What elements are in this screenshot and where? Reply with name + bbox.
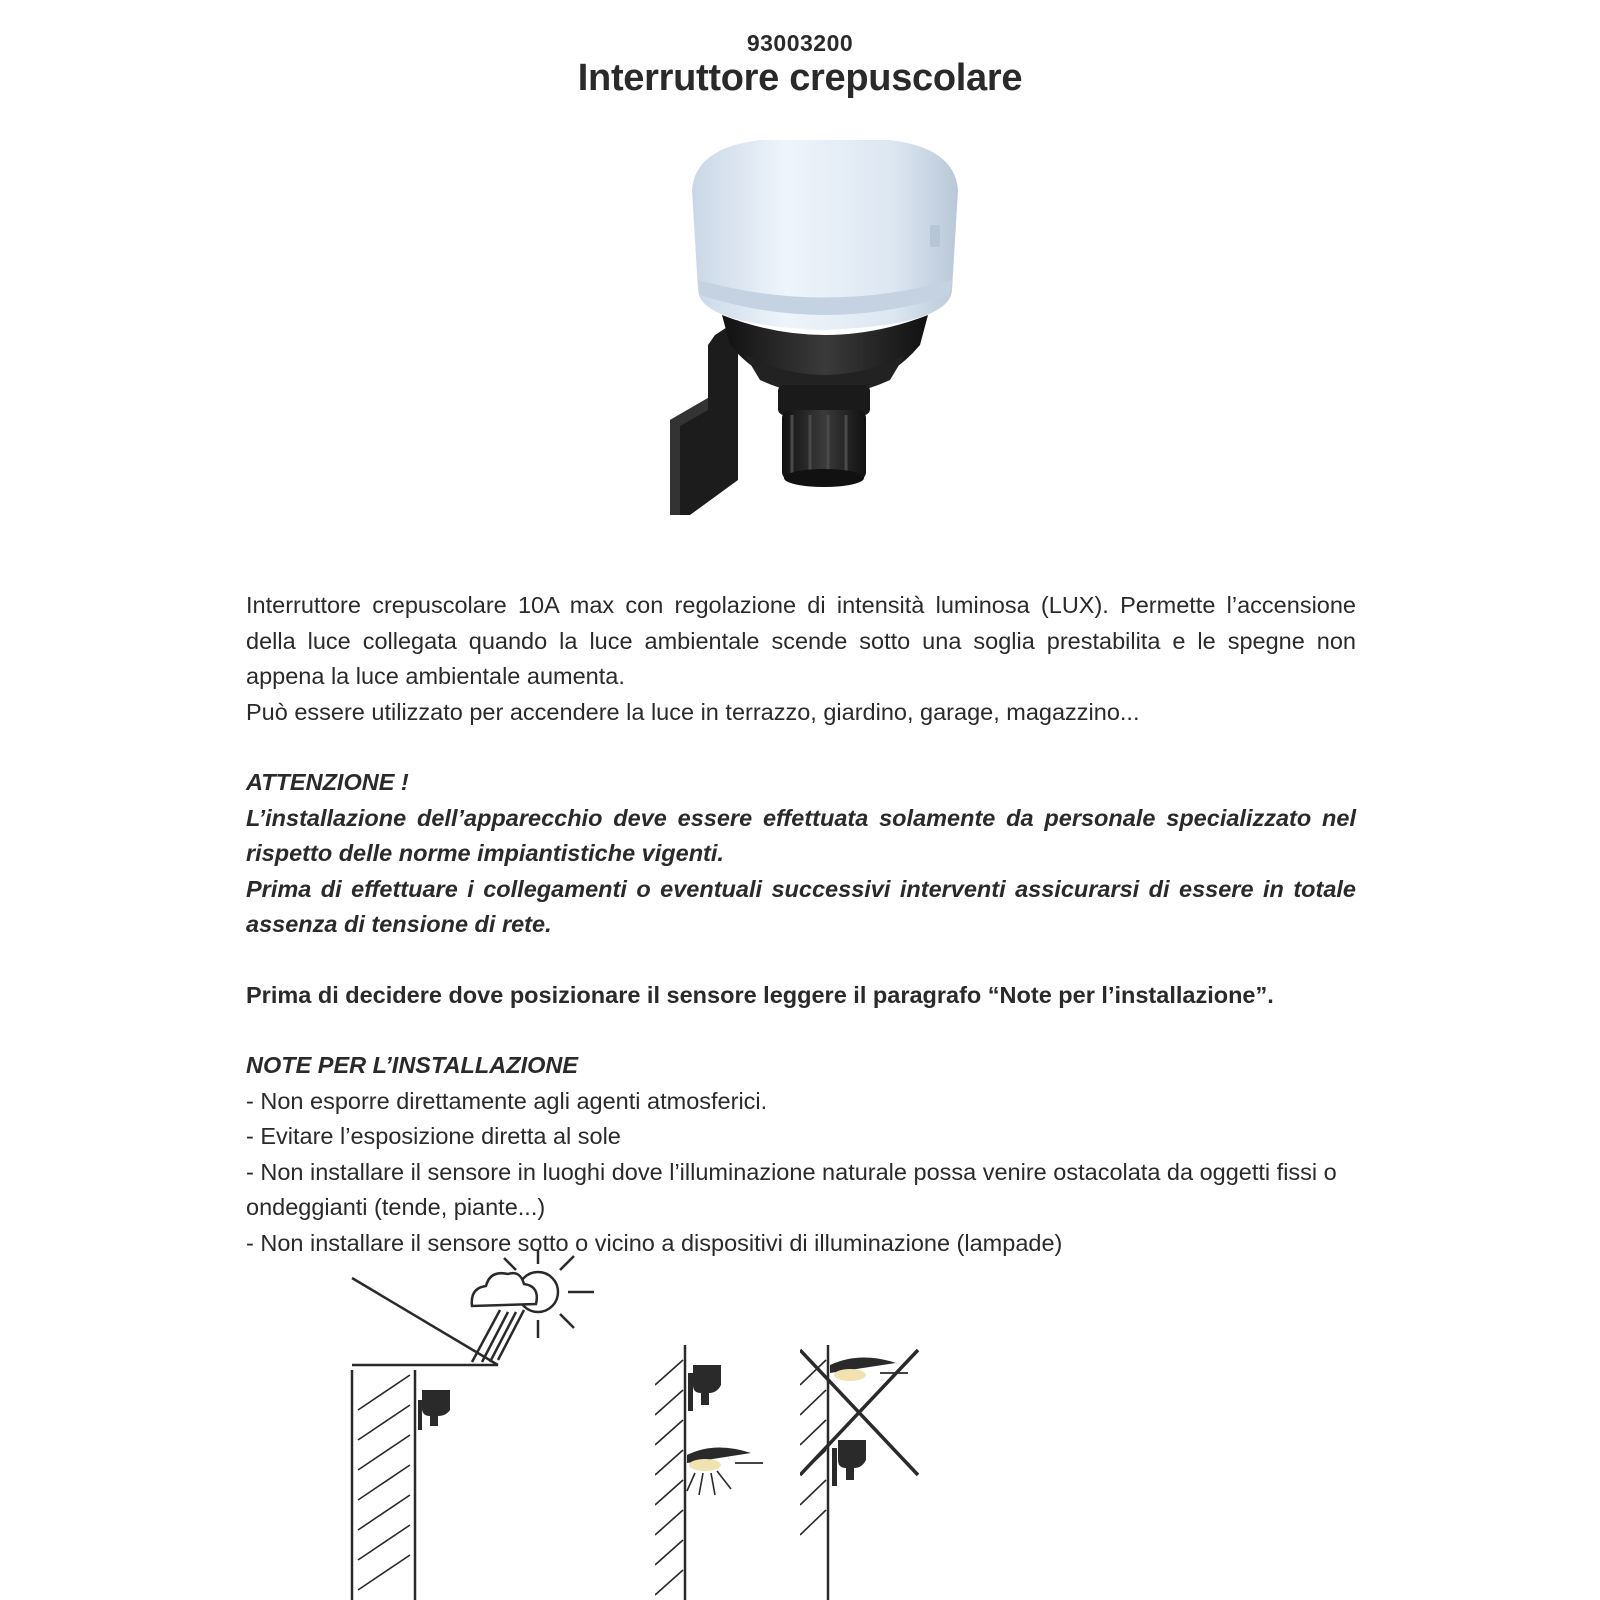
lamp-icon <box>830 1357 908 1381</box>
sun-cloud-icon <box>472 1250 594 1362</box>
warning-line-1: L’installazione dell’apparecchio deve essere effettuata solamente da personale specializzato nel rispetto delle norme impiantistiche vigenti. <box>246 804 1356 866</box>
diagram-wall-lamp <box>655 1345 785 1600</box>
usage-text: Può essere utilizzato per accendere la luce in terrazzo, giardino, garage, magazzino... <box>246 698 1140 725</box>
product-code: 93003200 <box>746 30 854 56</box>
intro-paragraph: Interruttore crepuscolare 10A max con regolazione di intensità luminosa (LUX). Permette l’accensione della luce collegata quando la luce ambientale scende sotto una soglia prestabilita e le spegne non appena la luce ambientale aumenta. <box>246 592 1356 689</box>
sensor-icon <box>832 1440 866 1486</box>
wall-icon <box>655 1345 685 1600</box>
note-item: - Non esporre direttamente agli agenti atmosferici. <box>246 1087 768 1114</box>
header <box>0 30 1600 100</box>
product-photo <box>660 130 990 540</box>
note-item: - Non installare il sensore in luoghi dove l’illuminazione naturale possa venire ostacolata da oggetti fissi o ondeggianti (tende, piante...) <box>246 1158 1337 1220</box>
content <box>246 588 1356 1261</box>
page-title: Interruttore crepuscolare <box>577 57 1023 99</box>
roof-icon <box>352 1278 498 1600</box>
note-item: - Evitare l’esposizione diretta al sole <box>246 1123 621 1149</box>
lamp-icon <box>687 1447 763 1495</box>
warning-line-2: Prima di effettuare i collegamenti o eventuali successivi interventi assicurarsi di essere in totale assenza di tensione di rete. <box>246 875 1356 937</box>
warning-title: ATTENZIONE ! <box>246 769 409 795</box>
reminder-text: Prima di decidere dove posizionare il sensore leggere il paragrafo “Note per l’installazione”. <box>246 981 1274 1008</box>
notes-title: NOTE PER L’INSTALLAZIONE <box>246 1052 579 1078</box>
diagram-roof-eave <box>350 1250 610 1600</box>
diagram-wrong-placement <box>800 1345 950 1600</box>
sensor-icon <box>418 1390 450 1430</box>
note-item: - Non installare il sensore sotto o vicino a dispositivi di illuminazione (lampade) <box>246 1229 1063 1256</box>
sensor-icon <box>688 1365 721 1411</box>
